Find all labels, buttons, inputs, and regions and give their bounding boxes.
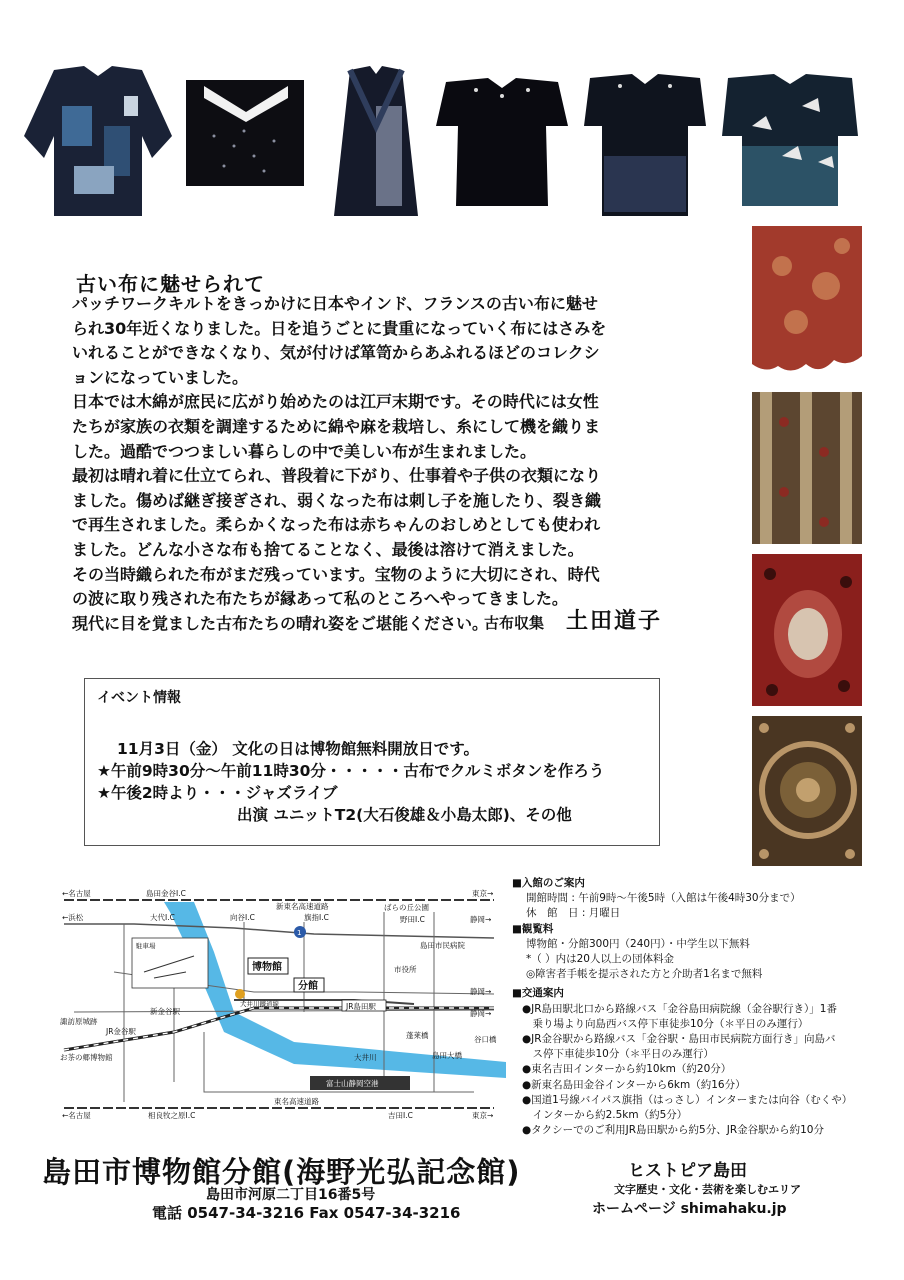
map-airport: 富士山静岡空港 [326,1079,379,1088]
inset-label: 駐車場 [136,942,156,950]
museum-phone: 電話 0547-34-3216 Fax 0547-34-3216 [152,1204,461,1222]
map-hatazashi-ic: 旗指I.C [304,913,329,922]
map-hospital: 島田市民病院 [420,941,465,950]
map-tanigawa-bridge: 谷口橋 [474,1035,497,1044]
map-shizuoka-1: 静岡→ [470,915,492,924]
essay-line: その当時織られた布がまだ残っています。宝物のように大切にされ、時代 [72,564,600,584]
info-closed: 休 館 日 : 月曜日 [526,907,621,920]
map-ochanosato: お茶の郷博物館 [60,1053,113,1062]
info-access-line: 乗り場より向島西バス停下車徒歩10分（＊平日のみ運行） [522,1017,809,1030]
map-annex-label: 分館 [298,981,318,992]
essay-line: いれることができなくなり、気が付けば箪笥からあふれるほどのコレクシ [72,343,600,363]
fabric-swatch-1 [752,226,862,376]
kimono-photo-1 [24,66,172,216]
map-noda-ic: 野田I.C [400,915,425,924]
info-fee: 博物館・分館300円（240円）・中学生以下無料 [526,937,750,950]
info-fee-free: ◎障害者手帳を提示された方と介助者1名まで無料 [526,968,763,981]
event-line-jazz-live: ★午後2時より・・・ジャズライブ [97,784,338,802]
event-heading: イベント情報 [97,690,181,706]
info-access-line: ●JR金谷駅から路線バス「金谷駅・島田市民病院方面行き」向島バ [522,1033,836,1046]
map-shimada-ohashi: 島田大橋 [432,1051,462,1060]
info-access-line: ●新東名島田金谷インターから6km（約16分） [522,1078,746,1091]
museum-name: 島田市博物館分館(海野光弘記念館) [42,1155,521,1189]
map-shimada-station: JR島田駅 [346,1002,376,1011]
essay-line: パッチワークキルトをきっかけに日本やインド、フランスの古い布に魅せ [72,294,598,313]
essay-line: たちが家族の衣類を調達するために綿や麻を栽培し、糸にして機を織りま [72,416,601,436]
essay-line: 日本では木綿が庶民に広がり始めたのは江戸末期です。その時代には女性 [72,392,599,412]
essay-line: で再生されました。柔らかくなった布は赤ちゃんのおしめとしても使われ [72,515,601,535]
info-access-title: ■交通案内 [512,987,564,1000]
map-tokyo-top: 東京→ [472,889,494,898]
map-barano-oka: ばらの丘公園 [384,903,429,912]
kimono-photo-4 [436,66,568,216]
map-shimada-kanaya-ic: 島田金谷I.C [146,889,186,898]
histopia-name: ヒストピア島田 [628,1161,747,1181]
map-kanaya-station: JR金谷駅 [106,1027,136,1036]
essay-line: ョンになっていました。 [72,367,249,387]
map-tokyo-bottom: 東京→ [472,1111,494,1120]
fabric-swatch-2 [752,392,862,544]
visitor-info [512,876,892,1138]
essay-line: 現代に目を覚ました古布たちの晴れ姿をご堪能ください。 [72,613,489,633]
essay-line: の波に取り残された布たちが縁あって私のところへやってきました。 [72,589,568,609]
essay-line: られ30年近くなりました。日を追うごとに貴重になっていく布にはさみを [72,318,607,338]
event-line-free-day: 11月3日（金） 文化の日は博物館無料開放日です。 [117,740,480,758]
essay-body [72,292,712,636]
info-access-line: インターから約2.5km（約5分） [522,1109,688,1122]
event-info-box [84,678,660,846]
info-fee-title: ■観覧料 [512,922,554,935]
homepage-link[interactable]: ホームページ shimahaku.jp [592,1201,787,1217]
event-line-performers: 出演 ユニットT2(大石俊雄＆小島太郎)、その他 [237,806,572,824]
essay-line: した。過酷でつつましい暮らしの中で美しい布が生まれました。 [72,441,537,461]
essay-title: 古い布に魅せられて [76,272,265,296]
info-admission-title: ■入館のご案内 [512,877,585,889]
map-mukoya-ic: 向谷I.C [230,913,255,922]
map-nagoya-bottom: ←名古屋 [62,1111,91,1120]
info-access-line: ●東名吉田インターから約10km（約20分） [522,1063,732,1076]
map-shin-kanaya: 新金谷駅 [150,1007,180,1016]
map-yoshida-ic: 吉田I.C [388,1111,413,1120]
museum-address: 島田市河原二丁目16番5号 [206,1187,376,1203]
museum-marker-icon [235,989,245,999]
map-shizuoka-2: 静岡→ [470,987,492,996]
kimono-photo-3 [330,66,422,216]
map-city-hall: 市役所 [394,965,417,974]
map-sagara-ic: 相良牧之原I.C [148,1111,196,1120]
fabric-swatch-4 [752,716,862,866]
map-suwahara: 諏訪原城跡 [60,1017,98,1026]
map-nagoya-top: ←名古屋 [62,889,91,898]
map-shin-tomei: 新東名高速道路 [276,902,329,911]
map-museum-label: 博物館 [252,962,282,973]
essay-line: 最初は晴れ着に仕立てられ、普段着に下がり、仕事着や子供の衣類になり [72,466,601,486]
map-tomei: 東名高速道路 [274,1097,319,1106]
signature-name: 土田道子 [566,609,663,634]
map-hamamatsu: ←浜松 [62,913,84,922]
essay-line: ました。どんな小さな布も捨てることなく、最後は溶けて消えました。 [72,539,584,559]
signature-label: 古布収集 [484,614,545,632]
map-daimon-ic: 大代I.C [150,913,175,922]
map-horai-bridge: 蓬莱橋 [406,1031,429,1040]
info-hours: 開館時間 : 午前9時～午後5時（入館は午後4時30分まで） [526,892,801,905]
info-fee-note: *（ ）内は20人以上の団体料金 [526,953,674,966]
kimono-photo-5 [584,66,706,216]
info-access-line: ●国道1号線バイパス旗指（はっさし）インターまたは向谷（むくや） [522,1093,853,1106]
essay-line: ました。傷めば継ぎ接ぎされ、弱くなった布は刺し子を施したり、裂き織 [72,490,601,510]
kimono-photo-2 [184,66,306,216]
info-access-line: ●タクシーでのご利用JR島田駅から約5分、JR金谷駅から約10分 [522,1124,824,1137]
histopia-tagline: 文字歴史・文化・芸術を楽しむエリア [614,1183,801,1196]
kimono-photo-6 [722,66,858,216]
map-route1: 1 [297,929,302,937]
info-access-line: ス停下車徒歩10分（＊平日のみ運行） [522,1048,714,1061]
info-access-line: ●JR島田駅北口から路線バス「金谷島田病院線（金谷駅行き）」1番 [522,1002,837,1015]
access-map [54,882,506,1122]
map-shizuoka-3: 静岡→ [470,1009,492,1018]
map-oigawa-river: 大井川 [354,1053,377,1062]
fabric-swatch-3 [752,554,862,706]
event-line-button-workshop: ★午前9時30分～午前11時30分・・・・・古布でクルミボタンを作ろう [97,762,605,780]
map-oigawa-railway: 大井川鐵道線 [240,1000,279,1008]
